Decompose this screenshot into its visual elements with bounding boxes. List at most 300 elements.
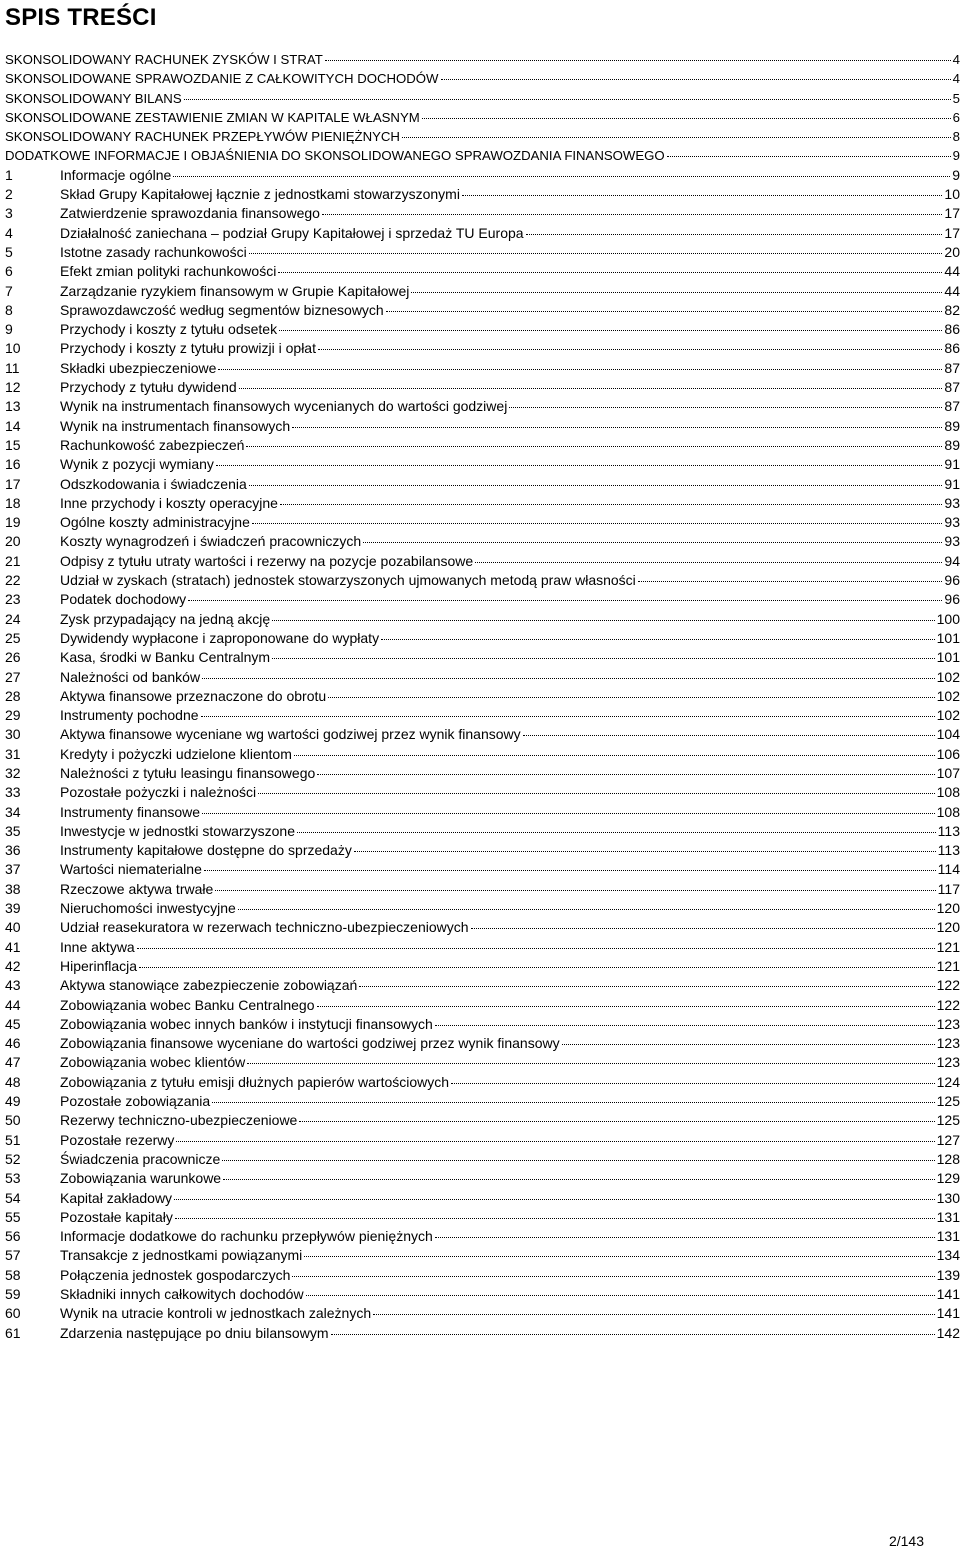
toc-entry-page: 102 bbox=[936, 687, 960, 704]
dot-leader bbox=[139, 967, 935, 968]
toc-entry-title: Instrumenty pochodne bbox=[60, 707, 199, 724]
dot-leader bbox=[381, 639, 935, 640]
toc-note-entry[interactable] bbox=[5, 301, 960, 320]
toc-note-entry[interactable] bbox=[5, 629, 960, 648]
toc-note-entry[interactable] bbox=[5, 706, 960, 725]
toc-entry-page: 104 bbox=[936, 726, 960, 743]
toc-note-entry[interactable] bbox=[5, 1266, 960, 1285]
toc-entry-title: Rezerwy techniczno-ubezpieczeniowe bbox=[60, 1112, 298, 1129]
toc-note-entry[interactable] bbox=[5, 1246, 960, 1265]
toc-entry-number: 5 bbox=[5, 243, 13, 260]
toc-note-entry[interactable] bbox=[5, 378, 960, 397]
toc-entry-page: 102 bbox=[936, 707, 960, 724]
toc-note-entry[interactable] bbox=[5, 417, 960, 436]
dot-leader bbox=[359, 986, 934, 987]
dot-leader bbox=[279, 330, 942, 331]
toc-entry-number: 8 bbox=[5, 301, 13, 318]
toc-entry-page: 20 bbox=[944, 243, 960, 260]
toc-entry-page: 142 bbox=[936, 1324, 960, 1341]
toc-entry-page: 17 bbox=[944, 205, 960, 222]
toc-entry-title: Kapitał zakładowy bbox=[60, 1189, 173, 1206]
toc-entry-page: 134 bbox=[936, 1247, 960, 1264]
toc-entry-title: Zobowiązania wobec innych banków i instytucji finansowych bbox=[60, 1015, 433, 1032]
toc-note-entry[interactable] bbox=[5, 899, 960, 918]
toc-entry-number: 17 bbox=[5, 475, 21, 492]
toc-entry-title: Sprawozdawczość według segmentów biznesowych bbox=[60, 301, 384, 318]
toc-entry-title: Podatek dochodowy bbox=[60, 591, 187, 608]
toc-entry-number: 56 bbox=[5, 1228, 21, 1245]
toc-entry-page: 5 bbox=[952, 90, 960, 106]
dot-leader bbox=[173, 176, 950, 177]
toc-note-entry[interactable] bbox=[5, 822, 960, 841]
dot-leader bbox=[184, 99, 951, 100]
dot-leader bbox=[202, 813, 935, 814]
dot-leader bbox=[322, 214, 942, 215]
toc-entry-number: 59 bbox=[5, 1286, 21, 1302]
toc-entry-title: Zysk przypadający na jedną akcję bbox=[60, 610, 271, 627]
toc-note-entry[interactable] bbox=[5, 436, 960, 455]
toc-entry-page: 117 bbox=[937, 880, 960, 897]
toc-note-entry[interactable] bbox=[5, 282, 960, 301]
toc-entry-page: 141 bbox=[936, 1305, 960, 1322]
toc-entry-page: 108 bbox=[936, 784, 960, 801]
dot-leader bbox=[223, 1179, 935, 1180]
dot-leader bbox=[306, 1295, 935, 1296]
dot-leader bbox=[304, 1256, 934, 1257]
toc-entry-number: 39 bbox=[5, 900, 21, 917]
toc-entry-page: 8 bbox=[952, 129, 960, 145]
toc-note-entry[interactable] bbox=[5, 1015, 960, 1034]
toc-entry-title: Połączenia jednostek gospodarczych bbox=[60, 1266, 291, 1283]
toc-entry-number: 10 bbox=[5, 340, 21, 357]
dot-leader bbox=[526, 234, 943, 235]
toc-entry-page: 128 bbox=[936, 1150, 960, 1167]
toc-entry-title: Rachunkowość zabezpieczeń bbox=[60, 436, 245, 453]
toc-entry-number: 1 bbox=[5, 166, 13, 183]
toc-entry-number: 54 bbox=[5, 1189, 21, 1206]
dot-leader bbox=[317, 774, 934, 775]
toc-entry-number: 14 bbox=[5, 417, 21, 434]
toc-entry-page: 9 bbox=[952, 148, 960, 164]
toc-entry-number: 55 bbox=[5, 1208, 21, 1225]
toc-entry-title: Hiperinflacja bbox=[60, 957, 138, 974]
toc-entry-page: 108 bbox=[936, 803, 960, 820]
toc-entry-title: Udział reasekuratora w rezerwach techniczno-ubezpieczeniowych bbox=[60, 919, 469, 936]
toc-entry-title: Odpisy z tytułu utraty wartości i rezerwy na pozycje pozabilansowe bbox=[60, 552, 474, 569]
toc-entry-title: Kasa, środki w Banku Centralnym bbox=[60, 649, 271, 666]
toc-note-entry[interactable] bbox=[5, 976, 960, 995]
dot-leader bbox=[188, 600, 942, 601]
dot-leader bbox=[523, 735, 935, 736]
toc-note-entry[interactable] bbox=[5, 880, 960, 899]
dot-leader bbox=[222, 1160, 934, 1161]
toc-entry-number: 47 bbox=[5, 1054, 21, 1071]
toc-entry-title: Istotne zasady rachunkowości bbox=[60, 243, 247, 260]
toc-entry-number: 23 bbox=[5, 591, 21, 608]
toc-entry-page: 91 bbox=[944, 456, 960, 473]
toc-entry-title: Zarządzanie ryzykiem finansowym w Grupie Kapitałowej bbox=[60, 282, 410, 299]
toc-entry-page: 10 bbox=[944, 186, 960, 203]
toc-heading-entry[interactable] bbox=[5, 50, 960, 69]
toc-entry-title: Zobowiązania wobec klientów bbox=[60, 1054, 246, 1071]
page-number: 2/143 bbox=[888, 1533, 924, 1549]
toc-entry-number: 30 bbox=[5, 726, 21, 743]
toc-entry-page: 6 bbox=[952, 109, 960, 125]
toc-entry-title: Instrumenty finansowe bbox=[60, 803, 201, 820]
toc-entry-title: Należności od banków bbox=[60, 668, 201, 685]
toc-note-entry[interactable] bbox=[5, 745, 960, 764]
dot-leader bbox=[292, 1276, 934, 1277]
toc-heading-entry[interactable] bbox=[5, 69, 960, 88]
toc-entry-number: 18 bbox=[5, 494, 21, 511]
toc-entry-number: 4 bbox=[5, 224, 13, 241]
toc-entry-title: Wynik na instrumentach finansowych wycenianych do wartości godziwej bbox=[60, 398, 508, 415]
toc-entry-title: Składniki innych całkowitych dochodów bbox=[60, 1286, 304, 1302]
toc-entry-title: Należności z tytułu leasingu finansowego bbox=[60, 764, 316, 781]
dot-leader bbox=[278, 272, 942, 273]
toc-entry-page: 91 bbox=[944, 475, 960, 492]
toc-entry-title: Odszkodowania i świadczenia bbox=[60, 475, 247, 492]
toc-note-entry[interactable] bbox=[5, 1227, 960, 1246]
toc-note-entry[interactable] bbox=[5, 1131, 960, 1150]
dot-leader bbox=[638, 581, 943, 582]
toc-entry-number: 12 bbox=[5, 379, 21, 396]
toc-entry-page: 4 bbox=[952, 52, 960, 67]
toc-entry-number: 34 bbox=[5, 803, 21, 820]
toc-note-entry[interactable] bbox=[5, 938, 960, 957]
dot-leader bbox=[422, 118, 951, 119]
toc-note-entry[interactable] bbox=[5, 1285, 960, 1304]
toc-entry-title: Wartości niematerialne bbox=[60, 861, 202, 878]
toc-entry-page: 114 bbox=[937, 861, 960, 878]
dot-leader bbox=[218, 369, 942, 370]
dot-leader bbox=[249, 253, 943, 254]
toc-entry-page: 141 bbox=[936, 1286, 960, 1302]
toc-note-entry[interactable] bbox=[5, 1053, 960, 1072]
toc-entry-page: 131 bbox=[936, 1208, 960, 1225]
toc-entry-number: 29 bbox=[5, 707, 21, 724]
toc-note-entry[interactable] bbox=[5, 475, 960, 494]
toc-entry-page: 89 bbox=[944, 417, 960, 434]
dot-leader bbox=[201, 716, 935, 717]
toc-entry-page: 96 bbox=[944, 572, 960, 589]
toc-entry-page: 4 bbox=[952, 71, 960, 87]
toc-entry-number: 38 bbox=[5, 880, 21, 897]
toc-entry-page: 125 bbox=[936, 1093, 960, 1110]
toc-note-entry[interactable] bbox=[5, 590, 960, 609]
toc-entry-page: 101 bbox=[936, 629, 960, 646]
dot-leader bbox=[509, 407, 942, 408]
toc-entry-number: 3 bbox=[5, 205, 13, 222]
toc-note-entry[interactable] bbox=[5, 1092, 960, 1111]
toc-entry-number: 6 bbox=[5, 263, 13, 280]
toc-entry-title: Transakcje z jednostkami powiązanymi bbox=[60, 1247, 303, 1264]
dot-leader bbox=[462, 195, 942, 196]
toc-heading-entry[interactable] bbox=[5, 146, 960, 165]
toc-entry-title: Nieruchomości inwestycyjne bbox=[60, 900, 236, 917]
toc-entry-title: Działalność zaniechana – podział Grupy Kapitałowej i sprzedaż TU Europa bbox=[60, 224, 524, 241]
dot-leader bbox=[239, 388, 943, 389]
toc-entry-page: 17 bbox=[944, 224, 960, 241]
toc-entry-page: 100 bbox=[936, 610, 960, 627]
toc-entry-number: 61 bbox=[5, 1324, 21, 1341]
toc-note-entry[interactable] bbox=[5, 359, 960, 378]
dot-leader bbox=[451, 1083, 935, 1084]
toc-note-entry[interactable] bbox=[5, 668, 960, 687]
toc-note-entry[interactable] bbox=[5, 1169, 960, 1188]
toc-entry-title: DODATKOWE INFORMACJE I OBJAŚNIENIA DO SKONSOLIDOWANEGO SPRAWOZDANIA FINANSOWEGO bbox=[5, 148, 665, 164]
toc-entry-page: 44 bbox=[944, 263, 960, 280]
toc-note-entry[interactable] bbox=[5, 513, 960, 532]
toc-note-entry[interactable] bbox=[5, 783, 960, 802]
toc-entry-page: 93 bbox=[944, 514, 960, 531]
toc-entry-title: Pozostałe kapitały bbox=[60, 1208, 173, 1225]
toc-entry-page: 87 bbox=[944, 359, 960, 376]
toc-entry-page: 121 bbox=[936, 938, 960, 955]
dot-leader bbox=[272, 658, 935, 659]
toc-entry-number: 58 bbox=[5, 1266, 21, 1283]
toc-entry-number: 15 bbox=[5, 436, 21, 453]
toc-entry-number: 19 bbox=[5, 514, 21, 531]
toc-note-entry[interactable] bbox=[5, 687, 960, 706]
toc-entry-number: 13 bbox=[5, 398, 21, 415]
toc-entry-page: 123 bbox=[936, 1015, 960, 1032]
dot-leader bbox=[212, 1102, 934, 1103]
toc-entry-title: Wynik na utracie kontroli w jednostkach zależnych bbox=[60, 1305, 372, 1322]
table-of-contents bbox=[5, 50, 960, 1343]
toc-entry-page: 89 bbox=[944, 436, 960, 453]
toc-entry-number: 57 bbox=[5, 1247, 21, 1264]
toc-entry-title: Kredyty i pożyczki udzielone klientom bbox=[60, 745, 292, 762]
toc-entry-title: Przychody i koszty z tytułu prowizji i opłat bbox=[60, 340, 316, 357]
toc-note-entry[interactable] bbox=[5, 764, 960, 783]
toc-entry-page: 44 bbox=[944, 282, 960, 299]
toc-note-entry[interactable] bbox=[5, 243, 960, 262]
dot-leader bbox=[325, 60, 951, 61]
toc-entry-number: 35 bbox=[5, 822, 21, 839]
toc-entry-title: Zobowiązania warunkowe bbox=[60, 1170, 222, 1187]
dot-leader bbox=[411, 292, 942, 293]
toc-heading-entry[interactable] bbox=[5, 127, 960, 146]
toc-entry-number: 40 bbox=[5, 919, 21, 936]
toc-note-entry[interactable] bbox=[5, 1324, 960, 1343]
toc-entry-page: 107 bbox=[936, 764, 960, 781]
dot-leader bbox=[174, 1199, 935, 1200]
toc-entry-title: Aktywa finansowe wyceniane wg wartości godziwej przez wynik finansowy bbox=[60, 726, 521, 743]
toc-entry-title: Przychody i koszty z tytułu odsetek bbox=[60, 321, 278, 338]
toc-entry-number: 11 bbox=[5, 359, 20, 376]
toc-note-entry[interactable] bbox=[5, 339, 960, 358]
toc-entry-number: 60 bbox=[5, 1305, 21, 1322]
toc-entry-title: Informacje ogólne bbox=[60, 166, 172, 183]
dot-leader bbox=[137, 948, 935, 949]
dot-leader bbox=[252, 523, 943, 524]
toc-entry-page: 139 bbox=[936, 1266, 960, 1283]
dot-leader bbox=[386, 311, 943, 312]
toc-entry-title: SKONSOLIDOWANY RACHUNEK ZYSKÓW I STRAT bbox=[5, 52, 323, 67]
dot-leader bbox=[435, 1025, 935, 1026]
toc-entry-title: Zdarzenia następujące po dniu bilansowym bbox=[60, 1324, 329, 1341]
toc-entry-page: 94 bbox=[944, 552, 960, 569]
toc-entry-number: 20 bbox=[5, 533, 21, 550]
dot-leader bbox=[562, 1044, 935, 1045]
toc-entry-number: 9 bbox=[5, 321, 13, 338]
toc-entry-number: 48 bbox=[5, 1073, 21, 1090]
toc-entry-number: 16 bbox=[5, 456, 21, 473]
toc-entry-number: 50 bbox=[5, 1112, 21, 1129]
toc-entry-page: 101 bbox=[936, 649, 960, 666]
dot-leader bbox=[373, 1314, 935, 1315]
dot-leader bbox=[294, 755, 935, 756]
toc-entry-page: 113 bbox=[937, 842, 960, 859]
toc-note-entry[interactable] bbox=[5, 1304, 960, 1323]
dot-leader bbox=[297, 832, 936, 833]
toc-entry-title: Zobowiązania z tytułu emisji dłużnych papierów wartościowych bbox=[60, 1073, 450, 1090]
toc-entry-page: 130 bbox=[936, 1189, 960, 1206]
toc-entry-number: 44 bbox=[5, 996, 21, 1013]
dot-leader bbox=[299, 1121, 934, 1122]
toc-entry-number: 52 bbox=[5, 1150, 21, 1167]
toc-entry-page: 102 bbox=[936, 668, 960, 685]
toc-entry-page: 123 bbox=[936, 1054, 960, 1071]
toc-entry-number: 28 bbox=[5, 687, 21, 704]
toc-entry-page: 86 bbox=[944, 340, 960, 357]
toc-entry-title: Koszty wynagrodzeń i świadczeń pracowniczych bbox=[60, 533, 362, 550]
dot-leader bbox=[292, 427, 942, 428]
toc-note-entry[interactable] bbox=[5, 1034, 960, 1053]
toc-entry-page: 120 bbox=[936, 919, 960, 936]
toc-entry-page: 93 bbox=[944, 533, 960, 550]
toc-entry-page: 122 bbox=[936, 977, 960, 994]
dot-leader bbox=[272, 620, 935, 621]
toc-note-entry[interactable] bbox=[5, 860, 960, 879]
dot-leader bbox=[204, 870, 936, 871]
toc-entry-number: 36 bbox=[5, 842, 21, 859]
toc-note-entry[interactable] bbox=[5, 552, 960, 571]
toc-note-entry[interactable] bbox=[5, 185, 960, 204]
dot-leader bbox=[175, 1218, 935, 1219]
toc-entry-number: 53 bbox=[5, 1170, 21, 1187]
toc-note-entry[interactable] bbox=[5, 803, 960, 822]
dot-leader bbox=[318, 349, 942, 350]
toc-entry-title: Zobowiązania wobec Banku Centralnego bbox=[60, 996, 315, 1013]
dot-leader bbox=[471, 928, 935, 929]
toc-entry-number: 42 bbox=[5, 957, 21, 974]
toc-note-entry[interactable] bbox=[5, 610, 960, 629]
dot-leader bbox=[435, 1237, 935, 1238]
toc-entry-number: 41 bbox=[5, 938, 21, 955]
toc-entry-page: 9 bbox=[952, 166, 960, 183]
toc-entry-title: Inwestycje w jednostki stowarzyszone bbox=[60, 822, 295, 839]
toc-note-entry[interactable] bbox=[5, 841, 960, 860]
toc-entry-number: 21 bbox=[5, 552, 21, 569]
dot-leader bbox=[216, 465, 943, 466]
toc-entry-page: 87 bbox=[944, 379, 960, 396]
dot-leader bbox=[475, 562, 942, 563]
toc-entry-page: 127 bbox=[936, 1131, 960, 1148]
toc-entry-number: 37 bbox=[5, 861, 21, 878]
toc-entry-title: Zobowiązania finansowe wyceniane do wartości godziwej przez wynik finansowy bbox=[60, 1035, 560, 1052]
toc-note-entry[interactable] bbox=[5, 725, 960, 744]
toc-note-entry[interactable] bbox=[5, 1189, 960, 1208]
toc-entry-page: 106 bbox=[936, 745, 960, 762]
dot-leader bbox=[247, 1063, 934, 1064]
toc-heading-entry[interactable] bbox=[5, 89, 960, 108]
toc-entry-number: 31 bbox=[5, 745, 21, 762]
toc-entry-title: Instrumenty kapitałowe dostępne do sprzedaży bbox=[60, 842, 352, 859]
toc-note-entry[interactable] bbox=[5, 1150, 960, 1169]
toc-entry-number: 45 bbox=[5, 1015, 21, 1032]
toc-entry-number: 51 bbox=[5, 1131, 21, 1148]
toc-entry-page: 122 bbox=[936, 996, 960, 1013]
dot-leader bbox=[238, 909, 935, 910]
toc-entry-page: 129 bbox=[936, 1170, 960, 1187]
dot-leader bbox=[328, 697, 934, 698]
toc-note-entry[interactable] bbox=[5, 166, 960, 185]
toc-note-entry[interactable] bbox=[5, 204, 960, 223]
toc-note-entry[interactable] bbox=[5, 320, 960, 339]
toc-note-entry[interactable] bbox=[5, 397, 960, 416]
toc-entry-title: Aktywa finansowe przeznaczone do obrotu bbox=[60, 687, 327, 704]
toc-entry-title: Pozostałe zobowiązania bbox=[60, 1093, 211, 1110]
toc-note-entry[interactable] bbox=[5, 224, 960, 243]
toc-entry-title: Pozostałe pożyczki i należności bbox=[60, 784, 257, 801]
toc-entry-title: Przychody z tytułu dywidend bbox=[60, 379, 237, 396]
toc-note-entry[interactable] bbox=[5, 1111, 960, 1130]
toc-entry-page: 87 bbox=[944, 398, 960, 415]
toc-note-entry[interactable] bbox=[5, 532, 960, 551]
toc-entry-number: 2 bbox=[5, 186, 13, 203]
toc-heading-entry[interactable] bbox=[5, 108, 960, 127]
toc-entry-number: 46 bbox=[5, 1035, 21, 1052]
toc-note-entry[interactable] bbox=[5, 1208, 960, 1227]
toc-entry-title: Inne aktywa bbox=[60, 938, 135, 955]
toc-note-entry[interactable] bbox=[5, 957, 960, 976]
toc-entry-title: Rzeczowe aktywa trwałe bbox=[60, 880, 214, 897]
toc-entry-title: Ogólne koszty administracyjne bbox=[60, 514, 250, 531]
toc-note-entry[interactable] bbox=[5, 996, 960, 1015]
toc-note-entry[interactable] bbox=[5, 1073, 960, 1092]
toc-entry-number: 49 bbox=[5, 1093, 21, 1110]
toc-entry-title: Dywidendy wypłacone i zaproponowane do wypłaty bbox=[60, 629, 380, 646]
dot-leader bbox=[331, 1334, 935, 1335]
toc-note-entry[interactable] bbox=[5, 571, 960, 590]
toc-note-entry[interactable] bbox=[5, 918, 960, 937]
toc-note-entry[interactable] bbox=[5, 262, 960, 281]
toc-note-entry[interactable] bbox=[5, 494, 960, 513]
dot-leader bbox=[402, 137, 951, 138]
toc-note-entry[interactable] bbox=[5, 648, 960, 667]
toc-entry-number: 27 bbox=[5, 668, 21, 685]
dot-leader bbox=[258, 793, 935, 794]
toc-entry-number: 33 bbox=[5, 784, 21, 801]
toc-entry-title: Zatwierdzenie sprawozdania finansowego bbox=[60, 205, 320, 222]
dot-leader bbox=[667, 156, 951, 157]
toc-entry-page: 113 bbox=[937, 822, 960, 839]
toc-note-entry[interactable] bbox=[5, 455, 960, 474]
toc-entry-title: SKONSOLIDOWANE ZESTAWIENIE ZMIAN W KAPITALE WŁASNYM bbox=[5, 109, 420, 125]
dot-leader bbox=[249, 485, 943, 486]
dot-leader bbox=[441, 79, 951, 80]
dot-leader bbox=[215, 890, 935, 891]
toc-entry-page: 86 bbox=[944, 321, 960, 338]
dot-leader bbox=[246, 446, 942, 447]
dot-leader bbox=[202, 678, 935, 679]
toc-entry-number: 32 bbox=[5, 764, 21, 781]
toc-entry-title: SKONSOLIDOWANY RACHUNEK PRZEPŁYWÓW PIENIĘŻNYCH bbox=[5, 129, 400, 145]
toc-entry-number: 22 bbox=[5, 572, 21, 589]
toc-entry-page: 125 bbox=[936, 1112, 960, 1129]
